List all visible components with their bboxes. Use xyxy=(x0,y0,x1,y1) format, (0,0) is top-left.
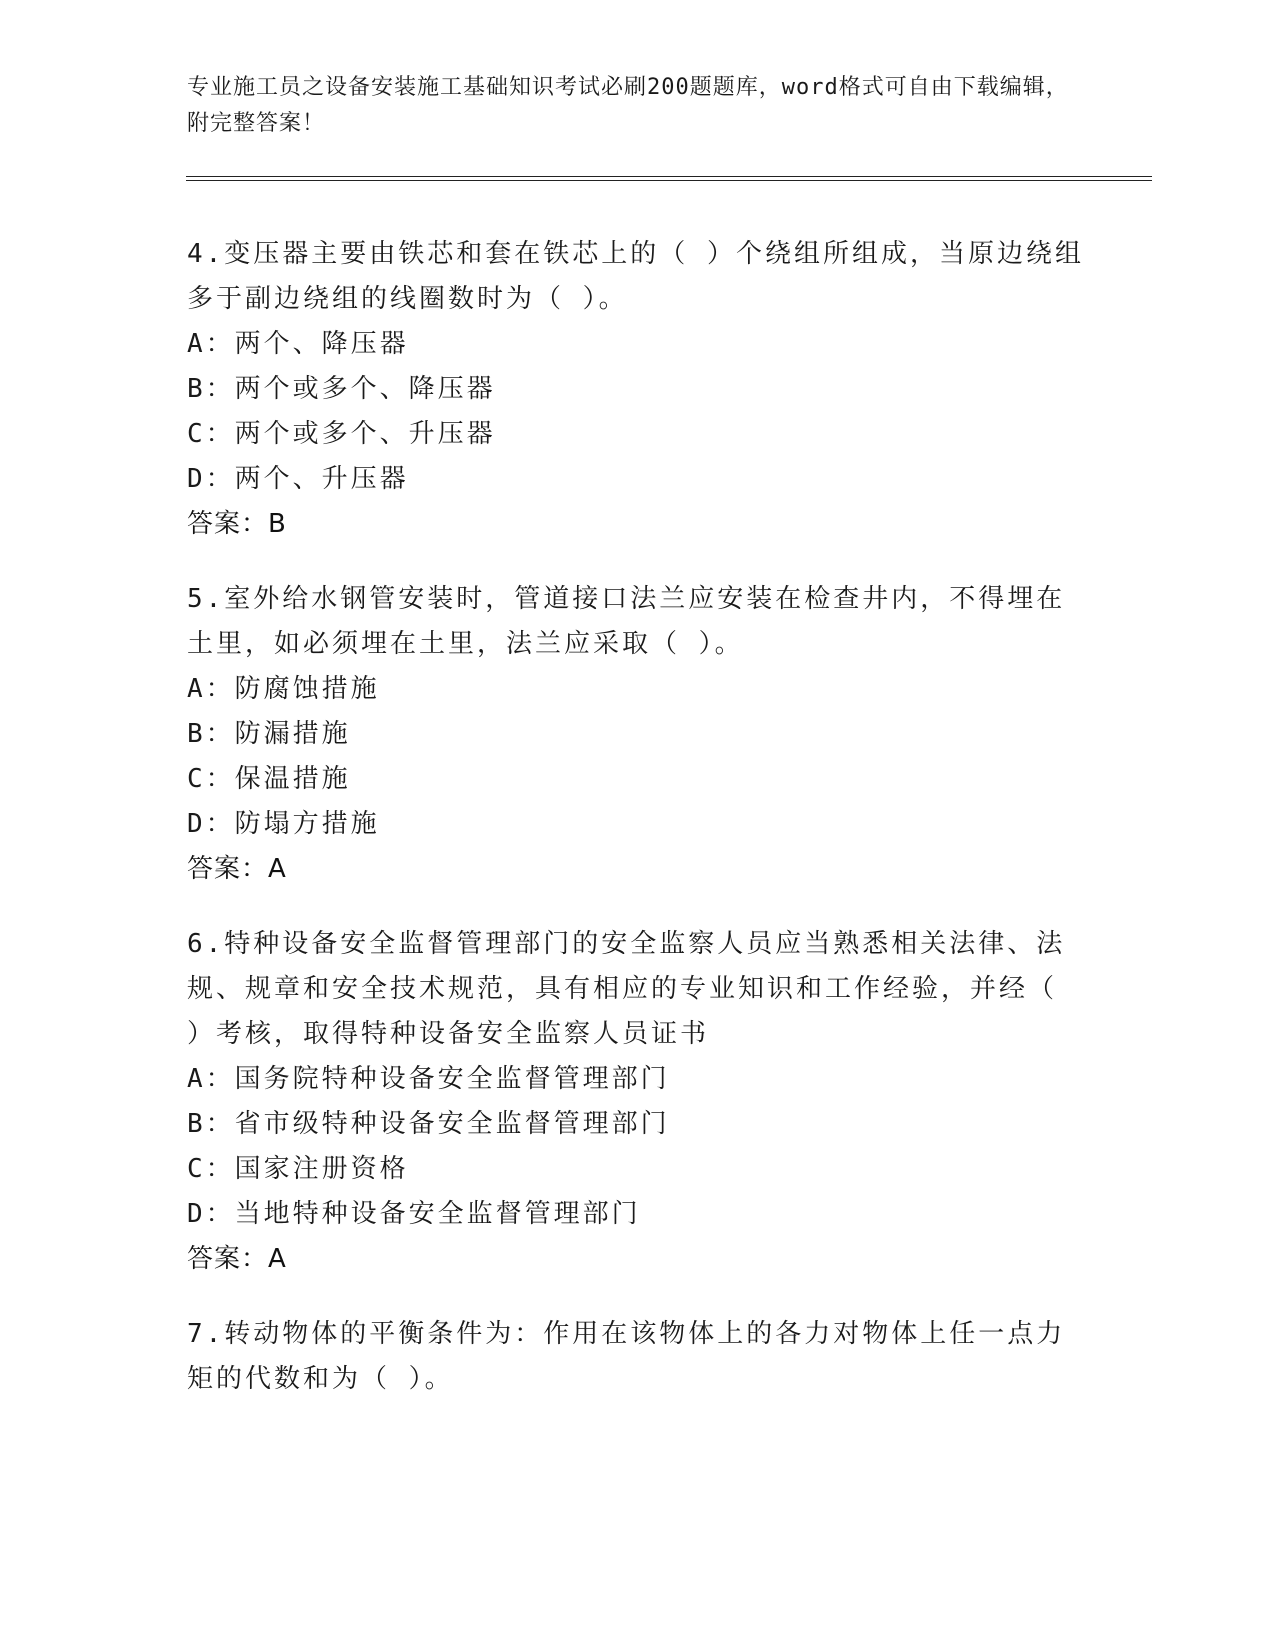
answer: 答案：A xyxy=(187,1244,287,1274)
option-a: A：两个、降压器 xyxy=(187,329,409,359)
question-list xyxy=(187,232,1087,1432)
question-text: 4.变压器主要由铁芯和套在铁芯上的（ ）个绕组所组成，当原边绕组多于副边绕组的线圈数时为（ ）。 xyxy=(187,239,1084,314)
option-c: C：国家注册资格 xyxy=(187,1154,409,1184)
answer: 答案：A xyxy=(187,854,287,884)
option-c: C：保温措施 xyxy=(187,764,351,794)
option-b: B：省市级特种设备安全监督管理部门 xyxy=(187,1109,670,1139)
question-7 xyxy=(187,1312,1087,1402)
question-text: 6.特种设备安全监督管理部门的安全监察人员应当熟悉相关法律、法规、规章和安全技术规范，具有相应的专业知识和工作经验，并经（ ）考核，取得特种设备安全监察人员证书 xyxy=(187,929,1066,1049)
question-6 xyxy=(187,922,1087,1282)
option-d: D：当地特种设备安全监督管理部门 xyxy=(187,1199,641,1229)
question-5 xyxy=(187,577,1087,892)
option-a: A：防腐蚀措施 xyxy=(187,674,380,704)
header-divider-bottom xyxy=(186,180,1152,181)
option-d: D：防塌方措施 xyxy=(187,809,380,839)
document-header: 专业施工员之设备安装施工基础知识考试必刷200题题库，word格式可自由下载编辑，附完整答案！ xyxy=(187,75,1069,136)
option-d: D：两个、升压器 xyxy=(187,464,409,494)
option-b: B：防漏措施 xyxy=(187,719,351,749)
option-a: A：国务院特种设备安全监督管理部门 xyxy=(187,1064,670,1094)
question-text: 5.室外给水钢管安装时，管道接口法兰应安装在检查井内，不得埋在土里，如必须埋在土里，法兰应采取（ ）。 xyxy=(187,584,1066,659)
question-text: 7.转动物体的平衡条件为：作用在该物体上的各力对物体上任一点力矩的代数和为（ ）。 xyxy=(187,1319,1066,1394)
question-4 xyxy=(187,232,1087,547)
option-c: C：两个或多个、升压器 xyxy=(187,419,496,449)
option-b: B：两个或多个、降压器 xyxy=(187,374,496,404)
header-divider-top xyxy=(186,176,1152,177)
answer: 答案：B xyxy=(187,509,287,539)
